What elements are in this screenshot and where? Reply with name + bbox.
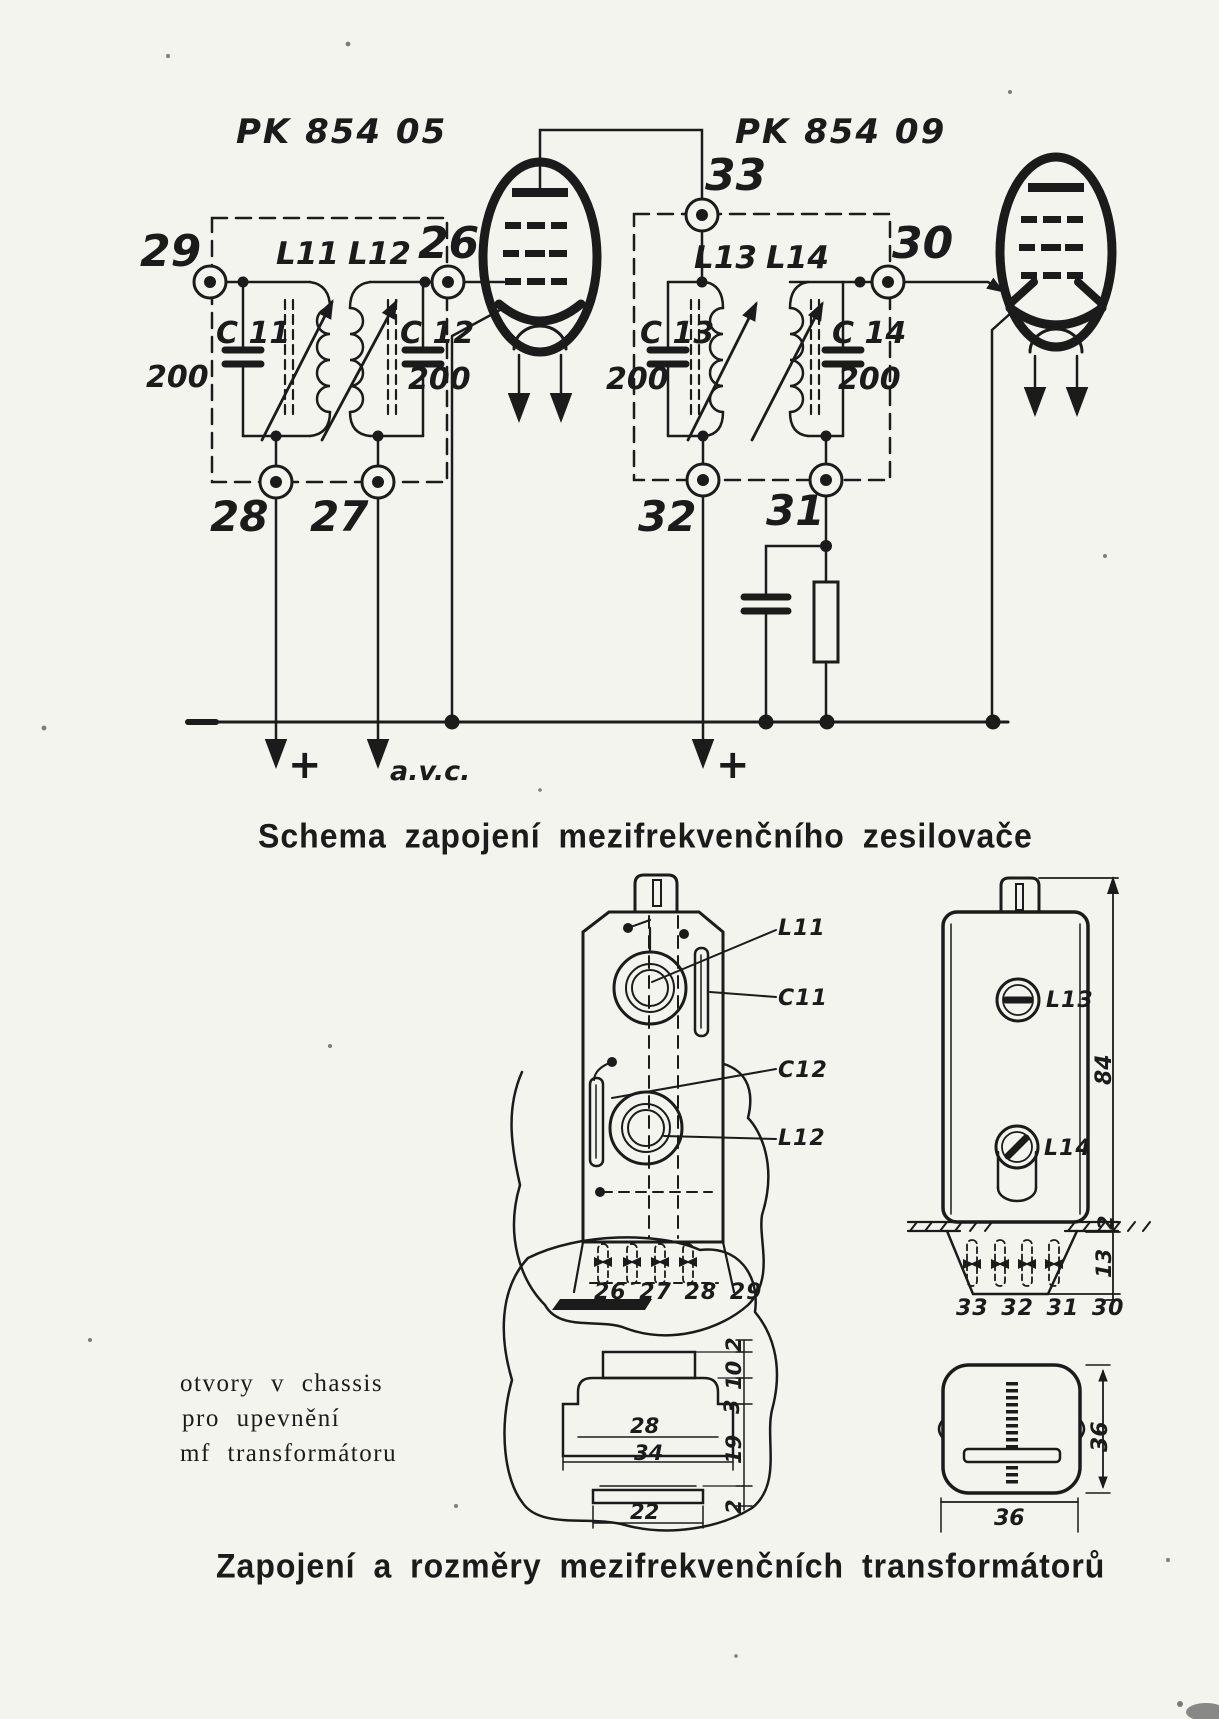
front-view-pin-depth-dim: 13 [1092, 1248, 1116, 1278]
hole-width-inner-dim: 28 [630, 1414, 660, 1438]
hole-h3-dim: 3 [720, 1399, 744, 1414]
coil-l13-label: L13 [694, 240, 757, 276]
coil-l14-label: L14 [766, 240, 829, 276]
right-if-module [634, 199, 907, 764]
left-if-module [194, 218, 464, 764]
coil-l11-label: L11 [276, 236, 339, 272]
cap-c11-value: 200 [146, 360, 209, 395]
front-view-l13-label: L13 [1046, 988, 1094, 1013]
hole-h5-dim: 2 [722, 1499, 746, 1514]
callout-c11: C11 [778, 986, 828, 1011]
cap-c13-value: 200 [606, 362, 669, 397]
cap-c12-label: C 12 [400, 316, 475, 351]
terminal-33 [686, 199, 718, 231]
part-number-left: PK 854 05 [236, 112, 448, 152]
supply-avc-label: a.v.c. [390, 756, 471, 787]
hole-h2-dim: 10 [722, 1360, 746, 1390]
terminal-32-label: 32 [638, 492, 697, 541]
front-view-pin-labels: 33 32 31 30 [956, 1296, 1125, 1321]
cap-c14-label: C 14 [832, 316, 907, 351]
terminal-29-label: 29 [140, 226, 202, 277]
terminal-26-label: 26 [418, 218, 480, 269]
part-number-right: PK 854 09 [735, 112, 947, 152]
top-view-height-dim: 36 [1088, 1421, 1113, 1452]
top-view-width-dim: 36 [994, 1506, 1025, 1531]
side-view-pin-labels: 26 27 28 29 [594, 1280, 763, 1305]
front-view-drawing [908, 876, 1150, 1300]
bottom-caption: Zapojení a rozměry mezifrekvenčních transformátorů [216, 1546, 1106, 1586]
cap-c12-value: 200 [408, 362, 471, 397]
chassis-note-line1: otvory v chassis [180, 1370, 384, 1397]
hole-width-outer-dim: 34 [634, 1441, 664, 1465]
coil-l12-label: L12 [348, 236, 411, 272]
front-view-flange-dim: 2 [1094, 1215, 1118, 1230]
supply-plus-right-label: + [716, 742, 750, 788]
tube-left [445, 130, 703, 730]
cap-c11-label: C 11 [216, 316, 291, 351]
callout-c12: C12 [778, 1058, 828, 1083]
terminal-33-label: 33 [705, 150, 767, 201]
chassis-note-line2: pro upevnění [182, 1405, 341, 1432]
terminal-27-label: 27 [310, 492, 369, 541]
front-view-l14-label: L14 [1044, 1136, 1092, 1161]
hole-h1-dim: 2 [722, 1337, 746, 1352]
terminal-28-label: 28 [210, 492, 269, 541]
side-view-drawing [512, 875, 776, 1335]
cap-c14-value: 200 [838, 362, 901, 397]
terminal-31-label: 31 [766, 486, 825, 535]
hole-width-slot-dim: 22 [630, 1500, 660, 1524]
terminal-30 [872, 266, 904, 298]
front-view-height-dim: 84 [1092, 1054, 1117, 1085]
chassis-note-line3: mf transformátoru [180, 1440, 398, 1467]
terminal-30-label: 30 [892, 218, 954, 269]
schematic-caption: Schema zapojení mezifrekvenčního zesilovače [258, 816, 1033, 856]
callout-l11: L11 [778, 916, 826, 941]
hole-h4-dim: 19 [722, 1434, 746, 1464]
callout-l12: L12 [778, 1126, 826, 1151]
cap-c13-label: C 13 [640, 316, 715, 351]
terminal-26 [432, 266, 464, 298]
supply-plus-left-label: + [288, 742, 322, 788]
